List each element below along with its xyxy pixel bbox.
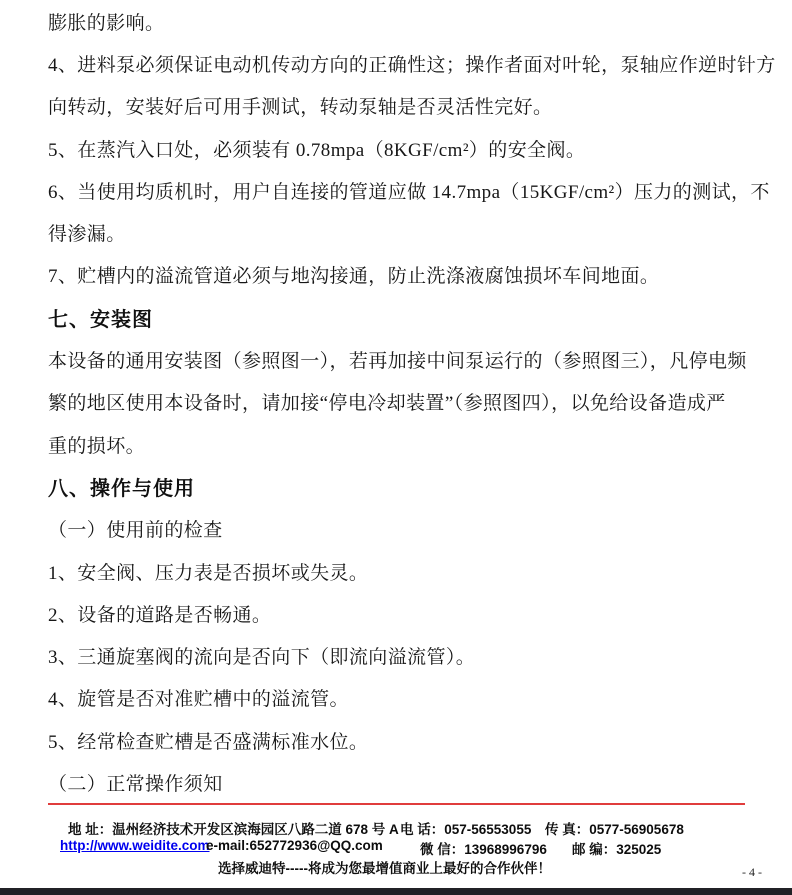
page-footer (48, 803, 745, 883)
paragraph: 重的损坏。 (48, 435, 146, 457)
paragraph: 4、旋管是否对准贮槽中的溢流管。 (48, 689, 349, 711)
paragraph: 5、经常检查贮槽是否盛满标准水位。 (48, 731, 369, 753)
footer-postcode: 邮 编：325025 (572, 842, 662, 857)
footer-slogan: 选择威迪特-----将成为您最增值商业上最好的合作伙伴！ (218, 861, 551, 876)
page-number: - 4 - (742, 865, 762, 879)
paragraph: 向转动，安装好后可用手测试，转动泵轴是否灵活性完好。 (48, 97, 553, 119)
section-heading: 七、安装图 (48, 308, 153, 331)
paragraph: 2、设备的道路是否畅通。 (48, 604, 272, 626)
section-heading: 八、操作与使用 (48, 477, 195, 500)
paragraph: 得渗漏。 (48, 224, 126, 246)
subsection-label: （二）正常操作须知 (48, 773, 223, 795)
footer-fax: 传 真：0577-56905678 (545, 822, 684, 837)
footer-email: e-mail:652772936@QQ.com (206, 838, 383, 853)
document-body (48, 0, 776, 804)
paragraph: 1、安全阀、压力表是否损坏或失灵。 (48, 562, 369, 584)
bottom-scrollbar (0, 888, 792, 895)
subsection-label: （一）使用前的检查 (48, 520, 223, 542)
footer-divider (48, 803, 745, 805)
paragraph: 7、贮槽内的溢流管道必须与地沟接通，防止洗涤液腐蚀损坏车间地面。 (48, 266, 660, 288)
footer-address: 地 址：温州经济技术开发区滨海园区八路二道 678 号 A (68, 822, 399, 837)
paragraph: 膨胀的影响。 (48, 12, 165, 34)
paragraph: 繁的地区使用本设备时，请加接“停电冷却装置”（参照图四），以免给设备造成严 (48, 393, 726, 415)
paragraph: 3、三通旋塞阀的流向是否向下（即流向溢流管）。 (48, 647, 476, 669)
footer-website-link[interactable]: http://www.weidite.com (60, 838, 210, 853)
paragraph: 本设备的通用安装图（参照图一），若再加接中间泵运行的（参照图三），凡停电频 (48, 351, 747, 373)
paragraph: 4、进料泵必须保证电动机传动方向的正确性这；操作者面对叶轮，泵轴应作逆时针方 (48, 54, 776, 76)
paragraph: 6、当使用均质机时，用户自连接的管道应做 14.7mpa（15KGF/cm²）压力的测试，不 (48, 181, 770, 203)
paragraph: 5、在蒸汽入口处，必须装有 0.78mpa（8KGF/cm²）的安全阀。 (48, 139, 586, 161)
footer-phone: 电 话：057-56553055 (400, 822, 532, 837)
footer-wechat: 微 信：13968996796 (420, 842, 547, 857)
